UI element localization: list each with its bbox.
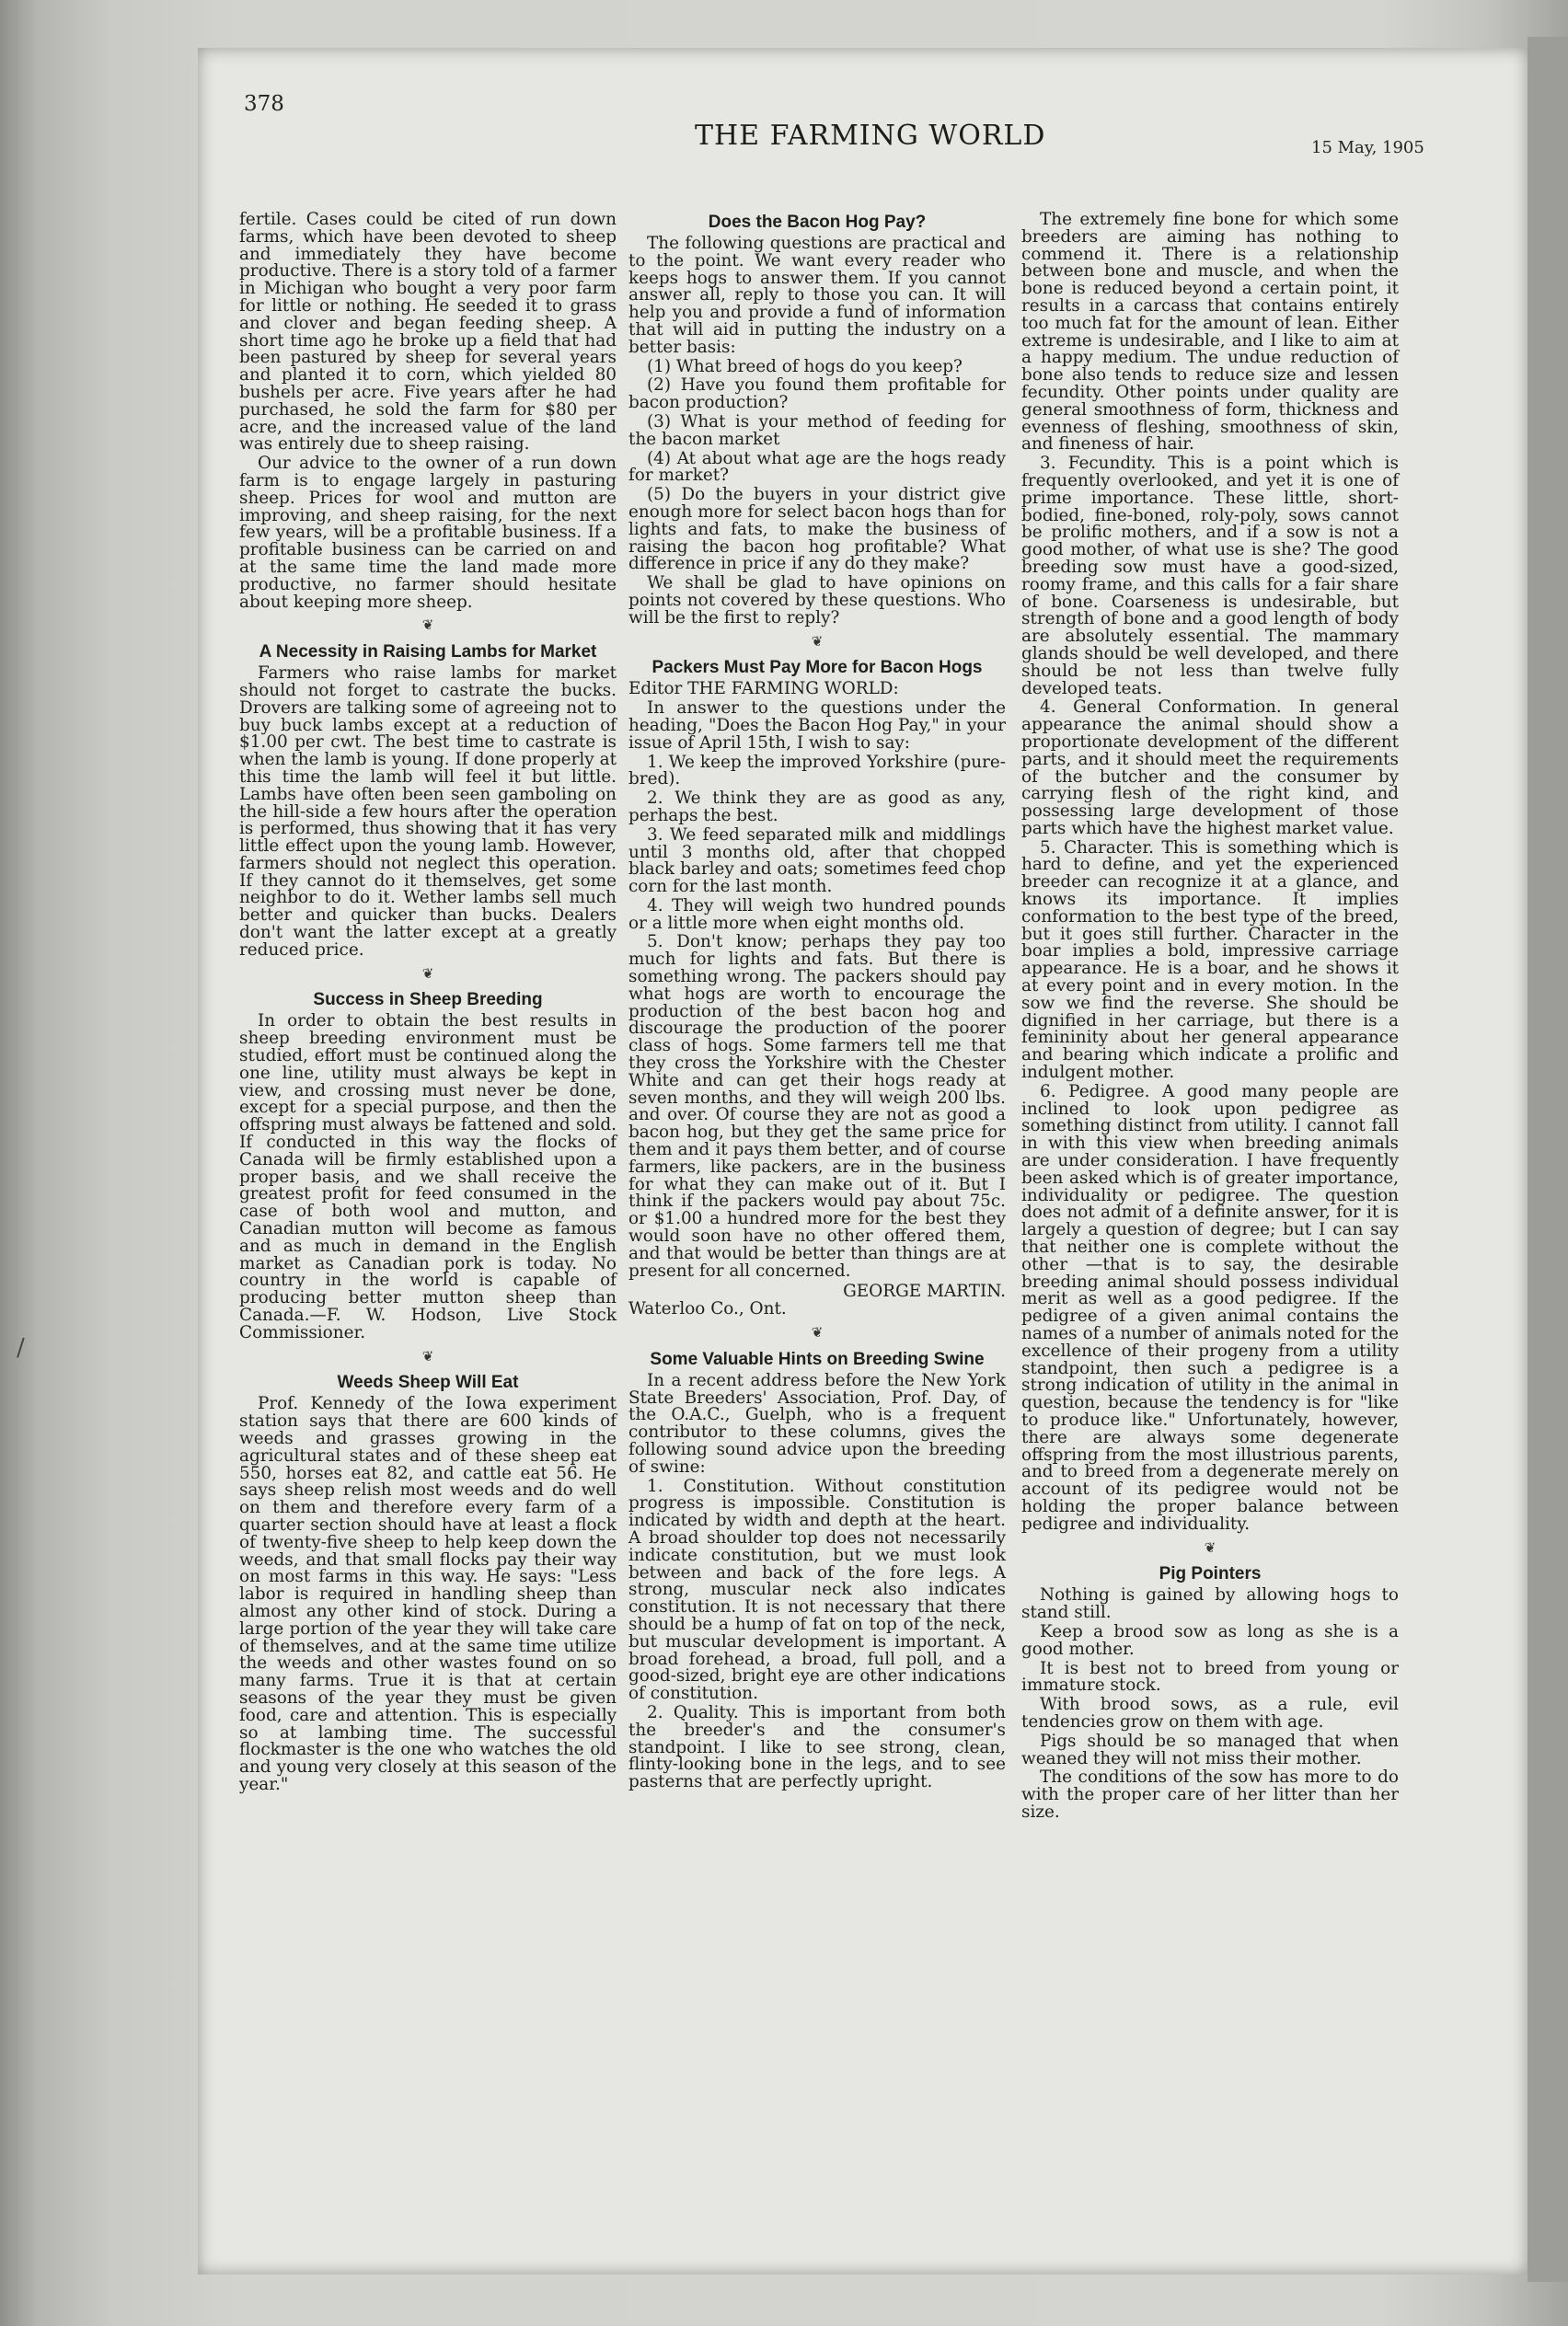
paragraph: fertile. Cases could be cited of run down farms, which have been devoted to sheep and immediately they have become productive. There is a story told of a farmer in Michigan who bought a very poor farm for little or nothing. He seeded it to grass and clover and began feeding sheep. A short time ago he broke up a field that had been pastured by sheep for several years and planted it to corn, which yielded 80 bushels per acre. Five years after he had purchased, he sold the farm for $80 per acre, and the increased value of the land was entirely due to sheep raising. [239, 210, 617, 455]
ornament-icon: ❦ [421, 1347, 434, 1365]
paragraph: 4. They will weigh two hundred pounds or a little more when eight months old. [628, 895, 1006, 933]
paragraph: In a recent address before the New York State Breeders' Association, Prof. Day, of the O.A.C., Guelph, who is a frequent contributor to these columns, gives the following sound advice upon the breeding of swine: [628, 1370, 1006, 1477]
list-item: Pigs should be so managed that when weaned they will not miss their mother. [1021, 1731, 1399, 1768]
article-title-pointers: Pig Pointers [1159, 1564, 1262, 1584]
newspaper-page [198, 48, 1528, 2274]
issue-date: 15 May, 1905 [1311, 138, 1424, 157]
article-title-bacon: Does the Bacon Hog Pay? [708, 213, 927, 232]
paragraph: 2. Quality. This is important from both the breeder's and the consumer's standpoint. I like to see strong, clean, flinty-looking bone in the legs, and to see pasterns that are perfectly upright. [628, 1702, 1006, 1792]
scan-edge [1528, 37, 1568, 2282]
paragraph: Prof. Kennedy of the Iowa experiment station says that there are 600 kinds of weeds and grasses growing in the agricultural states and of these sheep eat 550, horses eat 82, and cattle eat 56. He says sheep relish most weeds and do well on them and therefore every farm of a quarter section should have at least a flock of twenty-five sheep to help keep down the weeds, and that small flocks pay their way on most farms in this way. He says: "Less labor is required in handling sheep than almost any other kind of stock. During a large portion of the year they will take care of themselves, and at the same time utilize the weeds and other wastes found on so many farms. True it is that at certain seasons of the year they must be given food, care and attention. This is especially so at lambing time. The successful flockmaster is the one who watches the old and young very closely at this season of the year." [239, 1394, 617, 1794]
ornament-icon: ❦ [811, 1324, 824, 1341]
article-title-packers: Packers Must Pay More for Bacon Hogs [651, 658, 983, 678]
margin-mark: / [17, 1334, 25, 1362]
column-1 [239, 212, 617, 1796]
article-title-lambs: A Necessity in Raising Lambs for Market [259, 642, 597, 662]
paragraph: 1. Constitution. Without constitution progress is impossible. Constitution is indicated by width and depth at the heart. A broad shoulder top does not necessarily indicate constitution, but we must look between and back of the fore legs. A strong, muscular neck also indicates constitution. It is not necessary that there should be a hump of fat on top of the neck, but muscular development is important. A broad forehead, a broad, full poll, and a good-sized, bright eye are other indications of constitution. [628, 1476, 1006, 1704]
paragraph: 5. Character. This is something which is hard to define, and yet the experienced breeder can recognize it at a glance, and knows its importance. It implies conformation to the best type of the breed, but it goes still further. Character in the boar implies a bold, impressive carriage appearance. He is a boar, and he shows it at every point and in every motion. In the sow we find the reverse. She should be dignified in her carriage, but there is a femininity about her general appearance and bearing which indicate a prolific and indulgent mother. [1021, 837, 1399, 1083]
paragraph: (5) Do the buyers in your district give enough more for select bacon hogs than for lights and fats, to make the business of raising the bacon hog profitable? What difference in price if any do they make? [628, 485, 1006, 574]
list-item: It is best not to breed from young or immature stock. [1021, 1658, 1399, 1696]
ornament-icon: ❦ [421, 964, 434, 982]
paragraph: 4. General Conformation. In general appearance the animal should show a proportionate development of the different parts, and it should meet the requirements of the butcher and the consumer by carrying flesh of the right kind, and possessing large development of those parts which have the highest market value. [1021, 697, 1399, 838]
paragraph: (1) What breed of hogs do you keep? [647, 356, 963, 376]
list-item: Keep a brood sow as long as she is a good mother. [1021, 1621, 1399, 1659]
location-line: Waterloo Co., Ont. [628, 1299, 787, 1319]
paragraph: 3. Fecundity. This is a point which is frequently overlooked, and yet it is one of prime importance. These little, short-bodied, fine-boned, roly-poly, sows cannot be prolific mothers, and if a sow is not a good mother, of what use is she? The good breeding sow must have a good-sized, roomy frame, and this calls for a fair share of bone. Coarseness is undesirable, but strength of bone and a good length of body are absolutely essential. The mammary glands should be well developed, and there should be not less than twelve fully developed teats. [1021, 454, 1399, 698]
article-title-hints: Some Valuable Hints on Breeding Swine [650, 1349, 985, 1369]
editor-line: Editor THE FARMING WORLD: [628, 679, 899, 699]
paragraph: 5. Don't know; perhaps they pay too much for lights and fats. But there is something wrong. The packers should pay what hogs are worth to encourage the production of the best bacon hog and discourage the production of the poorer class of hogs. Some farmers tell me that they cross the Yorkshire with the Chester White and can get their hogs ready at seven months, and they will weigh 200 lbs. and over. Of course they are not as good a bacon hog, but they get the same price for them and it pays them better, and of course farmers, like packers, are in the business for what they can make out of it. But I think if the packers would pay about 75c. or $1.00 a hundred more for the best they would soon have no other offered them, and that would be better than things are at present for all concerned. [628, 932, 1006, 1281]
list-item: With brood sows, as a rule, evil tendencies grow on them with age. [1021, 1695, 1399, 1732]
ornament-icon: ❦ [1204, 1538, 1216, 1556]
article-title-success: Success in Sheep Breeding [313, 990, 543, 1010]
paragraph: We shall be glad to have opinions on points not covered by these questions. Who will be the first to reply? [628, 573, 1006, 628]
column-3 [1021, 212, 1399, 1824]
paragraph: 2. We think they are as good as any, perhaps the best. [628, 789, 1006, 825]
list-item: Nothing is gained by allowing hogs to stand still. [1021, 1585, 1399, 1623]
signature: GEORGE MARTIN. [843, 1282, 1006, 1302]
paragraph: Our advice to the owner of a run down farm is to engage largely in pasturing sheep. Prices for wool and mutton are improving, and sheep raising, for the next few years, will be a profitable business. If a profitable business can be carried on and at the same time the land made more productive, no farmer should hesitate about keeping more sheep. [239, 454, 617, 612]
article-title-weeds: Weeds Sheep Will Eat [337, 1373, 519, 1393]
paragraph: 6. Pedigree. A good many people are inclined to look upon pedigree as something distinct from utility. I cannot fall in with this view when breeding animals are under consideration. I have frequently been asked which is of greater importance, individuality or pedigree. The question does not admit of a definite answer, for it is largely a question of degree; but I can say that neither one is complete without the other —that is to say, the desirable breeding animal should possess individual merit as well as a good pedigree. If the pedigree of a given animal contains the names of a number of animals noted for the excellence of their progeny from a utility standpoint, then such a pedigree is a strong indication of utility in the animal in question, because the tendency is for "like to produce like." Unfortunately, however, there are always some degenerate offspring from the most illustrious parents, and to breed from a degenerate merely on account of its pedigree would not be holding the proper balance between pedigree and individuality. [1021, 1081, 1399, 1534]
paragraph: In order to obtain the best results in sheep breeding environment must be studied, effort must be continued along the one line, utility must always be kept in view, and crossing must never be done, except for a special purpose, and then the offspring must always be fattened and sold. If conducted in this way the flocks of Canada will be firmly established upon a proper basis, and we shall receive the greatest profit for feed consumed in the case of both wool and mutton, and Canadian mutton will become as famous and as much in demand in the English market as Canadian pork is today. No country in the world is capable of producing better mutton sheep than Canada.—F. W. Hodson, Live Stock Commissioner. [239, 1011, 617, 1342]
paragraph: (4) At about what age are the hogs ready for market? [628, 448, 1006, 486]
paragraph: (2) Have you found them profitable for bacon production? [628, 375, 1006, 413]
paragraph: 3. We feed separated milk and middlings until 3 months old, after that chopped black barley and oats; sometimes feed chop corn for the last month. [628, 824, 1006, 897]
paragraph: The following questions are practical and to the point. We want every reader who keeps hogs to answer them. If you cannot answer all, reply to those you can. It will help you and provide a fund of information that will aid in putting the industry on a better basis: [628, 234, 1006, 357]
paragraph: The extremely fine bone for which some breeders are aiming has nothing to commend it. There is a relationship between bone and muscle, and when the bone is reduced beyond a certain point, it results in a carcass that contains entirely too much fat for the amount of lean. Either extreme is undesirable, and I like to aim at a happy medium. The undue reduction of bone also tends to reduce size and lessen fecundity. Other points under quality are general smoothness of form, thickness and evenness of fleshing, smoothness of skin, and fineness of hair. [1021, 210, 1399, 455]
paragraph: 1. We keep the improved Yorkshire (pure-bred). [628, 752, 1006, 789]
ornament-icon: ❦ [421, 616, 434, 634]
paragraph: (3) What is your method of feeding for the bacon market [628, 411, 1006, 449]
masthead-title: THE FARMING WORLD [695, 120, 1046, 152]
list-item: The conditions of the sow has more to do with the proper care of her litter than her size. [1021, 1768, 1399, 1822]
ornament-icon: ❦ [811, 632, 824, 650]
column-2 [628, 212, 1006, 1793]
paragraph: Farmers who raise lambs for market should not forget to castrate the bucks. Drovers are talking some of agreeing not to buy buck lambs except at a reduction of $1.00 per cwt. The best time to castrate is when the lamb is young. If done properly at this time the lamb will feel it but little. Lambs have often been seen gamboling on the hill-side a few hours after the operation is performed, thus showing that it has very little effect upon the young lamb. However, farmers should not neglect this operation. If they cannot do it themselves, get some neighbor to do it. Wether lambs sell much better and quicker than bucks. Dealers don't want the latter except at a greatly reduced price. [239, 663, 617, 960]
page-number: 378 [244, 92, 284, 116]
paragraph: In answer to the questions under the heading, "Does the Bacon Hog Pay," in your issue of April 15th, I wish to say: [628, 698, 1006, 753]
